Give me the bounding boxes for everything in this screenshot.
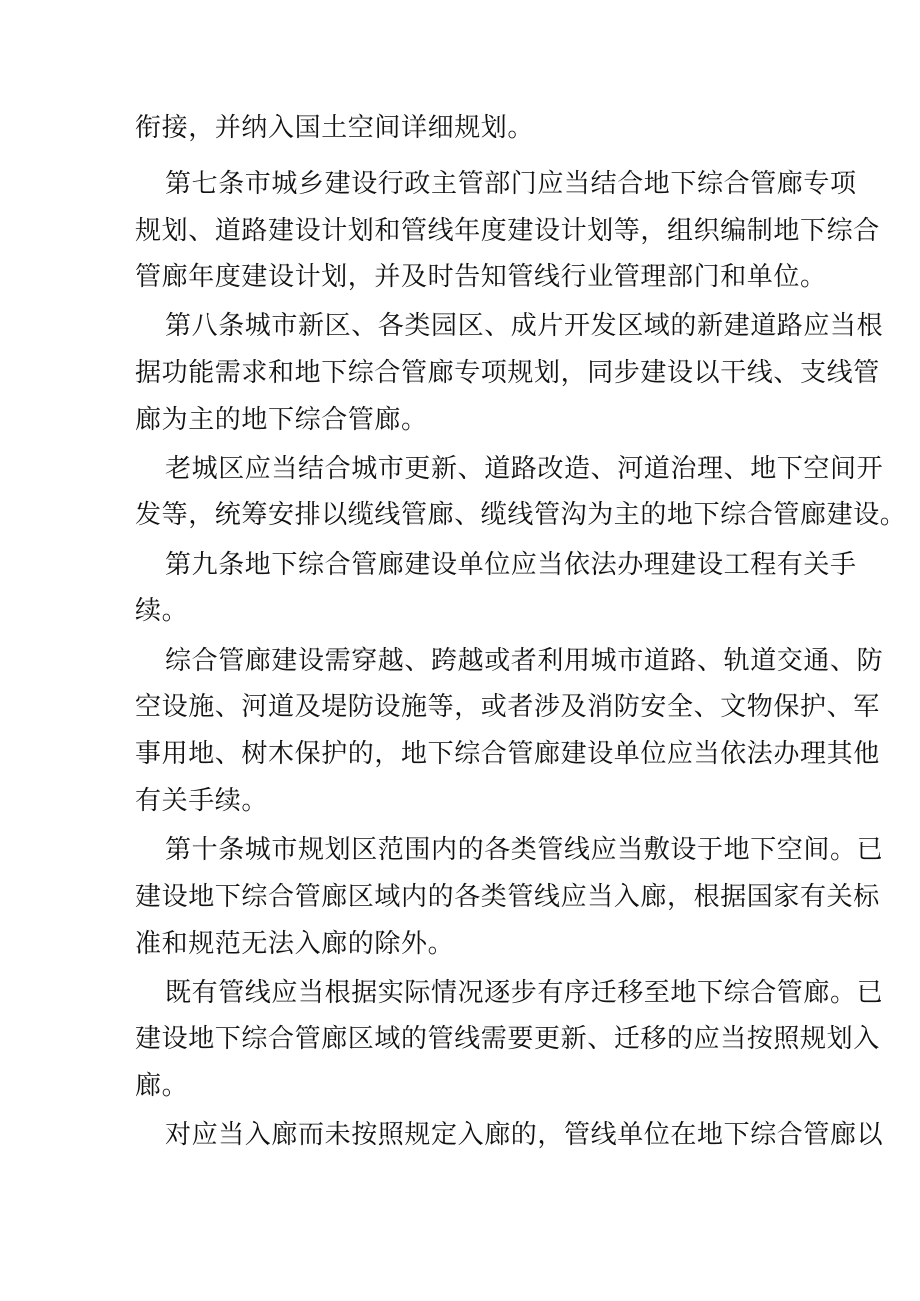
- text-line: 老城区应当结合城市更新、道路改造、河道治理、地下空间开: [165, 454, 884, 484]
- text-line: 续。: [135, 596, 189, 626]
- text-line: 既有管线应当根据实际情况逐步有序迁移至地下综合管廊。已: [165, 978, 884, 1008]
- text-line: 事用地、树木保护的，地下综合管廊建设单位应当依法办理其他: [135, 739, 880, 769]
- text-line: 发等，统筹安排以缆线管廊、缆线管沟为主的地下综合管廊建设。: [135, 500, 907, 530]
- text-line: 对应当入廊而未按照规定入廊的，管线单位在地下综合管廊以: [165, 1120, 884, 1150]
- text-line: 衔接，并纳入国土空间详细规划。: [135, 113, 535, 143]
- text-line: 综合管廊建设需穿越、跨越或者利用城市道路、轨道交通、防: [165, 646, 884, 676]
- text-line: 空设施、河道及堤防设施等，或者涉及消防安全、文物保护、军: [135, 692, 880, 722]
- text-line: 第八条城市新区、各类园区、成片开发区域的新建道路应当根: [165, 311, 884, 341]
- text-line: 建设地下综合管廊区域的管线需要更新、迁移的应当按照规划入: [135, 1024, 880, 1054]
- text-line: 廊为主的地下综合管廊。: [135, 405, 428, 435]
- text-line: 第九条地下综合管廊建设单位应当依法办理建设工程有关手: [165, 550, 857, 580]
- text-line: 管廊年度建设计划，并及时告知管线行业管理部门和单位。: [135, 262, 827, 292]
- text-line: 有关手续。: [135, 786, 269, 816]
- text-line: 建设地下综合管廊区域内的各类管线应当入廊，根据国家有关标: [135, 882, 880, 912]
- text-line: 廊。: [135, 1071, 189, 1101]
- text-line: 规划、道路建设计划和管线年度建设计划等，组织编制地下综合: [135, 216, 880, 246]
- text-line: 第七条市城乡建设行政主管部门应当结合地下综合管廊专项: [165, 169, 857, 199]
- text-line: 第十条城市规划区范围内的各类管线应当敷设于地下空间。已: [165, 835, 884, 865]
- text-line: 据功能需求和地下综合管廊专项规划，同步建设以干线、支线管: [135, 358, 880, 388]
- text-line: 准和规范无法入廊的除外。: [135, 929, 455, 959]
